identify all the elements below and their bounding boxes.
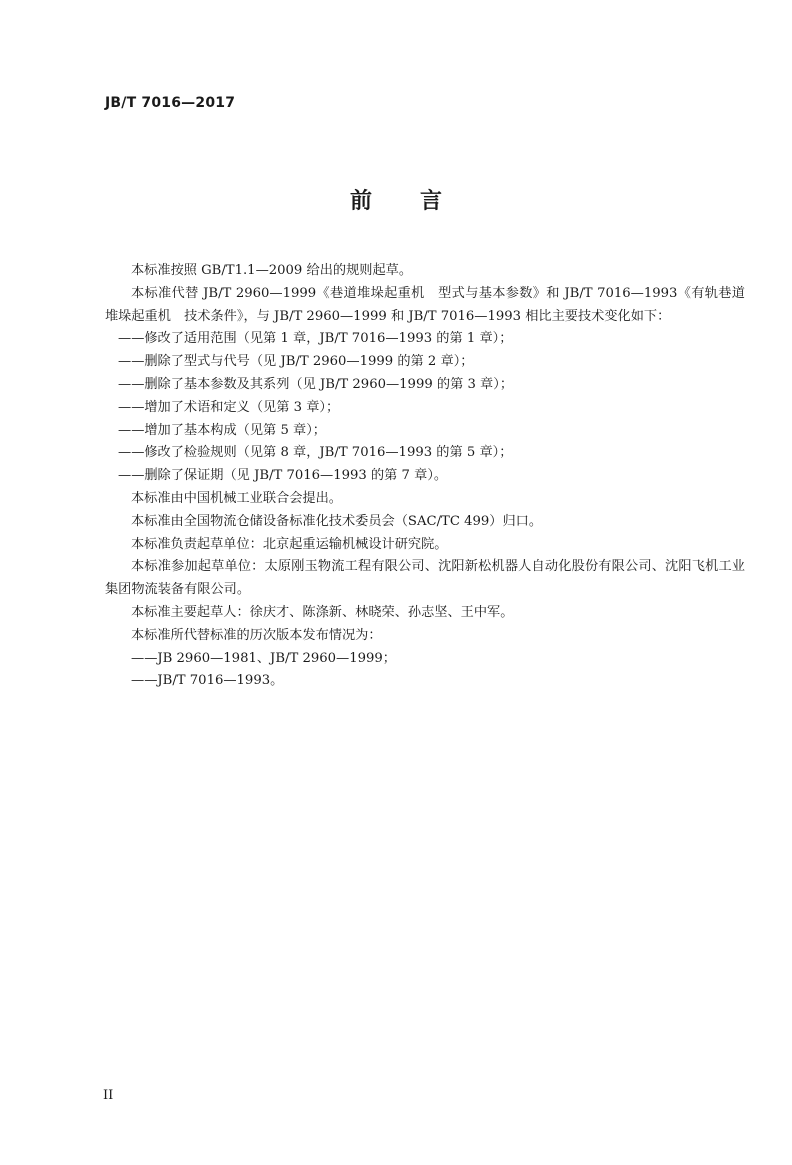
history-item: ——JB 2960—1981、JB/T 2960—1999；	[131, 650, 396, 666]
standard-code-header: JB/T 7016—2017	[105, 95, 236, 111]
paragraph-drafting-rules: 本标准按照 GB/T1.1—2009 给出的规则起草。	[131, 263, 413, 278]
change-item: ——删除了型式与代号（见 JB/T 2960—1999 的第 2 章）；	[118, 354, 474, 370]
change-item: ——增加了术语和定义（见第 3 章）；	[118, 399, 340, 415]
change-item: ——删除了保证期（见 JB/T 7016—1993 的第 7 章）。	[118, 468, 448, 484]
foreword-body	[105, 260, 745, 693]
history-item: ——JB/T 7016—1993。	[131, 673, 284, 689]
paragraph-proposed-by: 本标准由中国机械工业联合会提出。	[131, 490, 342, 506]
paragraph-replaces: 本标准代替 JB/T 2960—1999《巷道堆垛起重机 型式与基本参数》和 JB/T 7016—1993《有轨巷道堆垛起重机 技术条件》，与 JB/T 2960—1999 和 JB/T 7016—1993 相比主要技术变化如下：	[105, 285, 745, 324]
paragraph-main-drafters: 本标准主要起草人：徐庆才、陈涤新、林晓荣、孙志坚、王中军。	[131, 604, 514, 620]
change-item: ——修改了检验规则（见第 8 章，JB/T 7016—1993 的第 5 章）；	[118, 445, 513, 461]
paragraph-version-history-intro: 本标准所代替标准的历次版本发布情况为：	[131, 627, 382, 643]
section-title-foreword: 前言	[349, 189, 490, 214]
change-item: ——增加了基本构成（见第 5 章）；	[118, 422, 326, 438]
page-number: II	[103, 1088, 114, 1103]
change-item: ——修改了适用范围（见第 1 章，JB/T 7016—1993 的第 1 章）；	[118, 331, 513, 347]
paragraph-under-jurisdiction: 本标准由全国物流仓储设备标准化技术委员会（SAC/TC 499）归口。	[131, 513, 543, 529]
paragraph-lead-drafter-unit: 本标准负责起草单位：北京起重运输机械设计研究院。	[131, 536, 448, 552]
change-item: ——删除了基本参数及其系列（见 JB/T 2960—1999 的第 3 章）；	[118, 376, 514, 392]
paragraph-participating-units: 本标准参加起草单位：太原刚玉物流工程有限公司、沈阳新松机器人自动化股份有限公司、沈阳飞机工业集团物流装备有限公司。	[105, 559, 745, 598]
